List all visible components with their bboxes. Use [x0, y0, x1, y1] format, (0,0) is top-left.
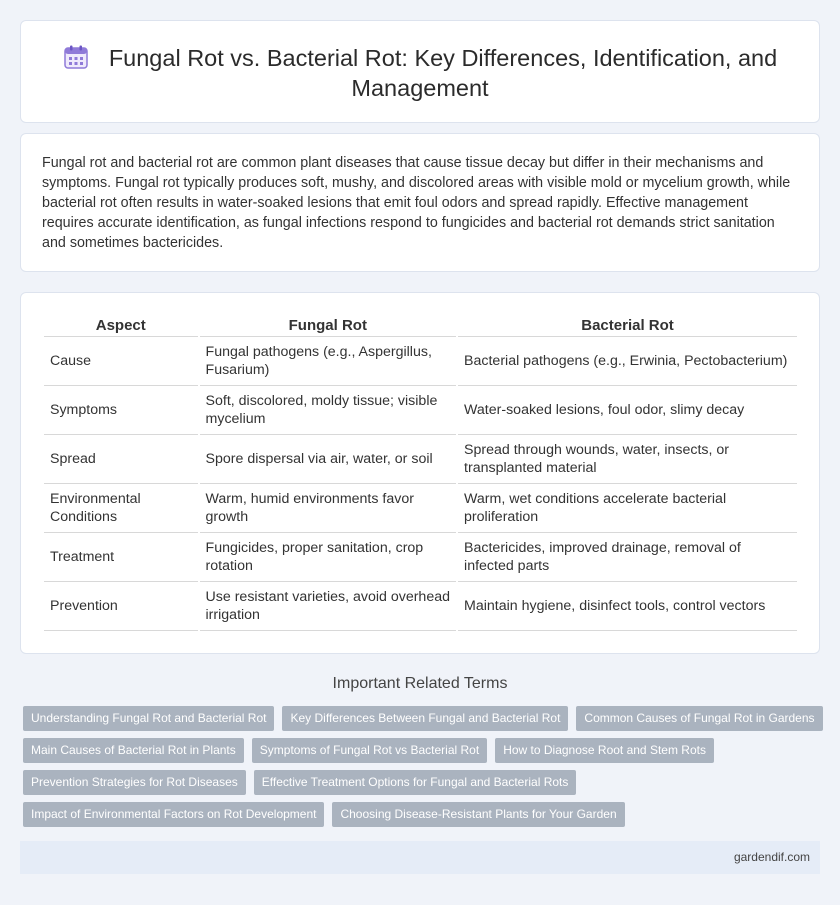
related-term-link[interactable]: Prevention Strategies for Rot Diseases [23, 770, 246, 795]
related-term-link[interactable]: Understanding Fungal Rot and Bacterial Rot [23, 706, 274, 731]
tag-row [20, 801, 820, 833]
site-name[interactable]: gardendif.com [733, 850, 810, 864]
table-cell-aspect: Environmental Conditions [44, 484, 198, 533]
intro-card [20, 133, 820, 272]
table-cell-bacterial: Spread through wounds, water, insects, or transplanted material [458, 435, 797, 484]
tag-row [20, 705, 820, 737]
table-row [44, 533, 797, 582]
related-term-link[interactable]: Main Causes of Bacterial Rot in Plants [23, 738, 244, 763]
page-title-text: Fungal Rot vs. Bacterial Rot: Key Differences, Identification, and Management [108, 45, 778, 101]
table-cell-fungal: Fungicides, proper sanitation, crop rotation [200, 533, 457, 582]
related-term-link[interactable]: Effective Treatment Options for Fungal and Bacterial Rots [254, 770, 577, 795]
calendar-icon [63, 44, 89, 70]
table-row [44, 435, 797, 484]
table-row [44, 337, 797, 386]
table-header-row [44, 315, 797, 337]
table-cell-bacterial: Water-soaked lesions, foul odor, slimy decay [458, 386, 797, 435]
related-terms-list [20, 705, 820, 833]
column-header-bacterial-rot: Bacterial Rot [458, 315, 797, 337]
column-header-aspect: Aspect [44, 315, 198, 337]
intro-paragraph: Fungal rot and bacterial rot are common plant diseases that cause tissue decay but differ in their mechanisms and symptoms. Fungal rot typically produces soft, mushy, and discolored areas with visible mold or mycelium growth, while bacterial rot often results in water-soaked lesions that emit foul odors and spread rapidly. Effective management requires accurate identification, as fungal infections respond to fungicides and bacterial rot demands strict sanitation and sometimes bactericides. [42, 155, 791, 251]
related-term-link[interactable]: Key Differences Between Fungal and Bacterial Rot [282, 706, 568, 731]
related-term-link[interactable]: How to Diagnose Root and Stem Rots [495, 738, 714, 763]
table-cell-aspect: Symptoms [44, 386, 198, 435]
table-cell-bacterial: Maintain hygiene, disinfect tools, control vectors [458, 582, 797, 631]
table-cell-aspect: Spread [44, 435, 198, 484]
table-cell-aspect: Treatment [44, 533, 198, 582]
tag-row [20, 737, 820, 769]
footer [20, 841, 820, 874]
table-cell-aspect: Prevention [44, 582, 198, 631]
table-cell-bacterial: Bacterial pathogens (e.g., Erwinia, Pectobacterium) [458, 337, 797, 386]
table-cell-aspect: Cause [44, 337, 198, 386]
related-term-link[interactable]: Common Causes of Fungal Rot in Gardens [576, 706, 822, 731]
comparison-table [42, 315, 799, 631]
table-cell-fungal: Warm, humid environments favor growth [200, 484, 457, 533]
table-row [44, 484, 797, 533]
header-card [20, 20, 820, 123]
related-term-link[interactable]: Choosing Disease-Resistant Plants for Your Garden [332, 802, 624, 827]
table-cell-bacterial: Bactericides, improved drainage, removal of infected parts [458, 533, 797, 582]
table-cell-fungal: Use resistant varieties, avoid overhead irrigation [200, 582, 457, 631]
table-cell-bacterial: Warm, wet conditions accelerate bacterial proliferation [458, 484, 797, 533]
table-row [44, 386, 797, 435]
tag-row [20, 769, 820, 801]
page-title [61, 43, 779, 103]
column-header-fungal-rot: Fungal Rot [200, 315, 457, 337]
table-cell-fungal: Spore dispersal via air, water, or soil [200, 435, 457, 484]
table-row [44, 582, 797, 631]
table-cell-fungal: Soft, discolored, moldy tissue; visible mycelium [200, 386, 457, 435]
related-term-link[interactable]: Impact of Environmental Factors on Rot Development [23, 802, 324, 827]
related-term-link[interactable]: Symptoms of Fungal Rot vs Bacterial Rot [252, 738, 487, 763]
table-cell-fungal: Fungal pathogens (e.g., Aspergillus, Fusarium) [200, 337, 457, 386]
comparison-table-card [20, 292, 820, 654]
related-terms-title: Important Related Terms [332, 675, 508, 692]
